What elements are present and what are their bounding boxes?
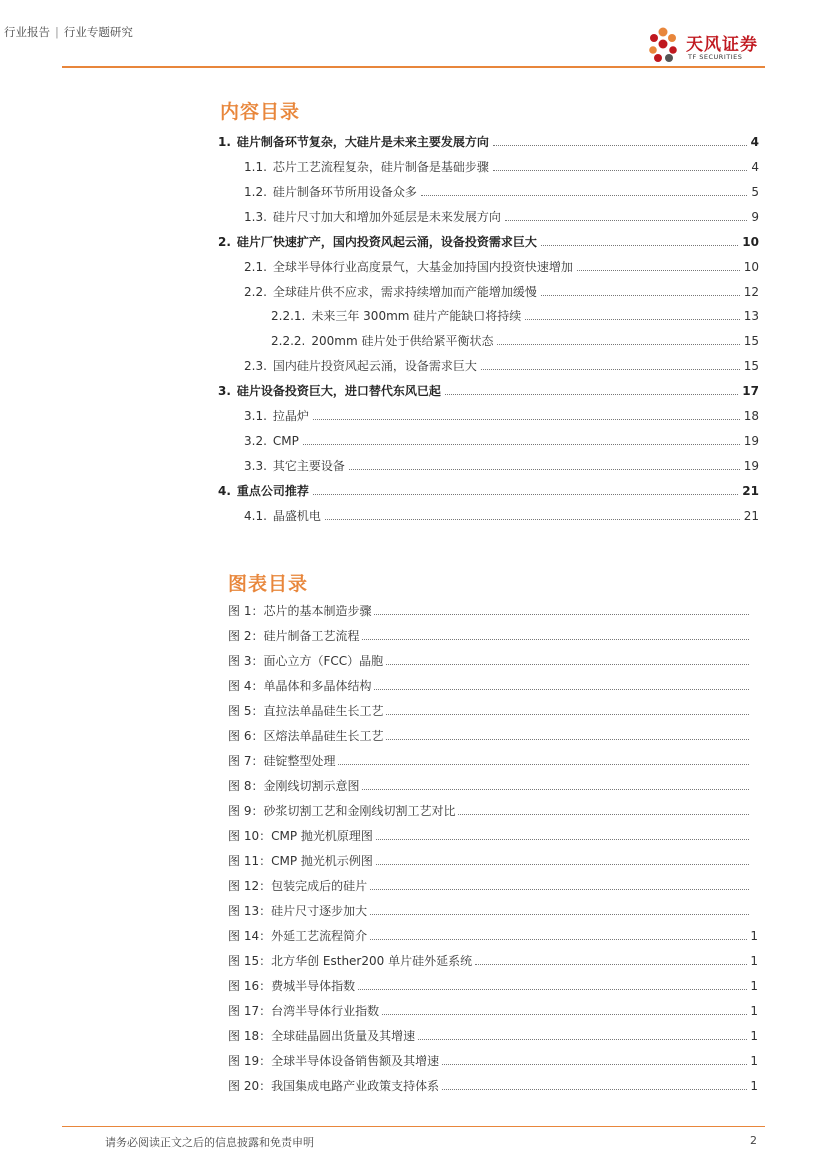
dot-leader bbox=[325, 519, 740, 520]
figure-entry-number: 图 19： bbox=[228, 1054, 272, 1068]
toc-entry-page: 12 bbox=[743, 285, 759, 299]
toc-entry-number: 2.2. bbox=[244, 285, 267, 299]
figure-entry[interactable] bbox=[228, 799, 758, 819]
toc-title: 内容目录 bbox=[220, 101, 301, 123]
figure-entry[interactable] bbox=[228, 1049, 758, 1069]
toc-entry-number: 2.1. bbox=[244, 260, 267, 274]
page-number: 2 bbox=[750, 1134, 757, 1147]
figure-entry[interactable] bbox=[228, 874, 758, 894]
toc-entry-number: 1. bbox=[218, 135, 231, 149]
dot-leader bbox=[442, 1064, 747, 1065]
figure-entry-text: 包装完成后的硅片 bbox=[271, 879, 368, 893]
toc-entry-text: 硅片尺寸加大和增加外延层是未来发展方向 bbox=[272, 210, 501, 224]
logo-chinese-name: 天风证券 bbox=[686, 35, 758, 55]
figure-entry[interactable] bbox=[228, 949, 758, 969]
figure-entry-number: 图 17： bbox=[228, 1004, 272, 1018]
dot-leader bbox=[497, 344, 739, 345]
figure-entry-text: 面心立方（FCC）晶胞 bbox=[263, 654, 384, 668]
footer-disclaimer: 请务必阅读正文之后的信息披露和免责申明 bbox=[105, 1136, 314, 1149]
toc-entry-page: 21 bbox=[743, 509, 759, 523]
toc-entry-number: 1.2. bbox=[244, 185, 267, 199]
figure-entry-page: 1 bbox=[750, 929, 758, 943]
figure-entry-number: 图 6： bbox=[228, 729, 264, 743]
dot-leader bbox=[475, 964, 747, 965]
toc-entry-number: 3. bbox=[218, 384, 231, 398]
dot-leader bbox=[313, 419, 740, 420]
toc-entry-page: 4 bbox=[750, 135, 759, 149]
toc-entry-page: 4 bbox=[751, 160, 759, 174]
figure-entry[interactable] bbox=[228, 699, 758, 719]
toc-entry-text: 硅片厂快速扩产，国内投资风起云涌，设备投资需求巨大 bbox=[236, 235, 537, 249]
dot-leader bbox=[445, 394, 738, 395]
toc-entry-number: 3.3. bbox=[244, 459, 267, 473]
figure-entry-text: 全球硅晶圆出货量及其增速 bbox=[271, 1029, 416, 1043]
dot-leader bbox=[370, 939, 747, 940]
toc-entry-page: 15 bbox=[743, 334, 759, 348]
figure-entry-number: 图 13： bbox=[228, 904, 272, 918]
figure-entry[interactable] bbox=[228, 1024, 758, 1044]
figure-entry[interactable] bbox=[228, 774, 758, 794]
dot-leader bbox=[376, 839, 749, 840]
dot-leader bbox=[349, 469, 740, 470]
figure-entry-text: 硅锭整型处理 bbox=[263, 754, 336, 768]
toc-entry-text: 硅片设备投资巨大，进口替代东风已起 bbox=[236, 384, 441, 398]
dot-leader bbox=[370, 889, 749, 890]
figure-entry-text: 硅片尺寸逐步加大 bbox=[271, 904, 368, 918]
toc-entry-page: 15 bbox=[743, 359, 759, 373]
toc-entry[interactable] bbox=[244, 253, 759, 275]
figure-entry-text: 费城半导体指数 bbox=[271, 979, 356, 993]
dot-leader bbox=[541, 295, 740, 296]
figure-entry-text: 我国集成电路产业政策支持体系 bbox=[271, 1079, 440, 1093]
toc-entry-text: 硅片制备环节所用设备众多 bbox=[272, 185, 417, 199]
toc-entry-number: 1.3. bbox=[244, 210, 267, 224]
toc-entry[interactable] bbox=[218, 377, 759, 399]
toc-entry-page: 13 bbox=[743, 309, 759, 323]
toc-entry[interactable] bbox=[244, 502, 759, 524]
toc-entry[interactable] bbox=[218, 477, 759, 499]
figure-entry-text: 外延工艺流程简介 bbox=[271, 929, 368, 943]
figures-title: 图表目录 bbox=[228, 573, 309, 595]
figure-entry-page: 1 bbox=[750, 954, 758, 968]
dot-leader bbox=[481, 369, 740, 370]
figure-entry-number: 图 11： bbox=[228, 854, 272, 868]
flower-logo-icon bbox=[646, 26, 682, 66]
figure-entry-number: 图 5： bbox=[228, 704, 264, 718]
toc-entry-number: 2. bbox=[218, 235, 231, 249]
toc-entry-text: 国内硅片投资风起云涌，设备需求巨大 bbox=[272, 359, 477, 373]
figure-entry[interactable] bbox=[228, 749, 758, 769]
figure-entry-text: 北方华创 Esther200 单片硅外延系统 bbox=[271, 954, 473, 968]
figure-entry-number: 图 16： bbox=[228, 979, 272, 993]
figure-entry-number: 图 12： bbox=[228, 879, 272, 893]
dot-leader bbox=[382, 1014, 747, 1015]
figure-entry-number: 图 8： bbox=[228, 779, 264, 793]
figure-entry-number: 图 2： bbox=[228, 629, 264, 643]
dot-leader bbox=[541, 245, 738, 246]
footer-divider bbox=[62, 1126, 765, 1127]
figure-entry-number: 图 4： bbox=[228, 679, 264, 693]
toc-entry-number: 4.1. bbox=[244, 509, 267, 523]
toc-entry-page: 17 bbox=[742, 384, 759, 398]
toc-entry-number: 2.2.2. bbox=[271, 334, 306, 348]
figure-entry-text: 金刚线切割示意图 bbox=[263, 779, 360, 793]
toc-entry-page: 10 bbox=[743, 260, 759, 274]
figure-entry[interactable] bbox=[228, 824, 758, 844]
figure-entry-number: 图 3： bbox=[228, 654, 264, 668]
figure-entry-text: 砂浆切割工艺和金刚线切割工艺对比 bbox=[263, 804, 456, 818]
figure-entry-text: CMP 抛光机示例图 bbox=[271, 854, 373, 868]
toc-entry-page: 19 bbox=[743, 459, 759, 473]
dot-leader bbox=[362, 639, 749, 640]
toc-entry-page: 21 bbox=[742, 484, 759, 498]
toc-entry[interactable] bbox=[244, 178, 759, 200]
figure-entry[interactable] bbox=[228, 674, 758, 694]
dot-leader bbox=[303, 444, 740, 445]
figure-entry[interactable] bbox=[228, 899, 758, 919]
toc-entry[interactable] bbox=[244, 452, 759, 474]
dot-leader bbox=[386, 739, 749, 740]
toc-entry-text: 200mm 硅片处于供给紧平衡状态 bbox=[311, 334, 494, 348]
toc-entry-text: 芯片工艺流程复杂，硅片制备是基础步骤 bbox=[272, 160, 489, 174]
figure-entry-page: 1 bbox=[750, 1029, 758, 1043]
dot-leader bbox=[493, 145, 747, 146]
toc-entry[interactable] bbox=[244, 427, 759, 449]
toc-entry[interactable] bbox=[218, 228, 759, 250]
header-subcategory: 行业专题研究 bbox=[63, 25, 133, 39]
dot-leader bbox=[493, 170, 747, 171]
toc-entry-page: 19 bbox=[743, 434, 759, 448]
toc-entry-text: 拉晶炉 bbox=[272, 409, 309, 423]
dot-leader bbox=[505, 220, 747, 221]
toc-entry[interactable] bbox=[271, 302, 759, 324]
toc-entry[interactable] bbox=[244, 278, 759, 300]
toc-entry-number: 4. bbox=[218, 484, 231, 498]
toc-entry-text: 全球硅片供不应求，需求持续增加而产能增加缓慢 bbox=[272, 285, 537, 299]
toc-entry-text: 全球半导体行业高度景气，大基金加持国内投资快速增加 bbox=[272, 260, 573, 274]
dot-leader bbox=[525, 319, 739, 320]
figure-entry-page: 1 bbox=[750, 1054, 758, 1068]
figure-entry-page: 1 bbox=[750, 1004, 758, 1018]
dot-leader bbox=[370, 914, 749, 915]
dot-leader bbox=[577, 270, 740, 271]
figure-entry-text: 硅片制备工艺流程 bbox=[263, 629, 360, 643]
header-divider bbox=[62, 66, 765, 68]
figure-entry[interactable] bbox=[228, 649, 758, 669]
header-separator: | bbox=[55, 25, 59, 39]
figure-entry-number: 图 7： bbox=[228, 754, 264, 768]
dot-leader bbox=[313, 494, 738, 495]
header-category: 行业报告 bbox=[4, 25, 50, 39]
figure-entry-text: 区熔法单晶硅生长工艺 bbox=[263, 729, 384, 743]
figure-entry-number: 图 15： bbox=[228, 954, 272, 968]
figure-entry[interactable] bbox=[228, 724, 758, 744]
dot-leader bbox=[386, 714, 749, 715]
figure-entry-number: 图 18： bbox=[228, 1029, 272, 1043]
dot-leader bbox=[338, 764, 749, 765]
toc-entry-page: 10 bbox=[742, 235, 759, 249]
figure-entry-text: 直拉法单晶硅生长工艺 bbox=[263, 704, 384, 718]
figure-entry[interactable] bbox=[228, 999, 758, 1019]
dot-leader bbox=[362, 789, 749, 790]
company-logo bbox=[646, 26, 766, 66]
figure-entry[interactable] bbox=[228, 849, 758, 869]
dot-leader bbox=[442, 1089, 747, 1090]
figure-entry[interactable] bbox=[228, 599, 758, 619]
toc-entry-text: 其它主要设备 bbox=[272, 459, 345, 473]
figure-entry-text: 芯片的基本制造步骤 bbox=[263, 604, 372, 618]
toc-entry-number: 2.2.1. bbox=[271, 309, 306, 323]
toc-entry-number: 3.2. bbox=[244, 434, 267, 448]
toc-entry-text: 硅片制备环节复杂，大硅片是未来主要发展方向 bbox=[236, 135, 489, 149]
dot-leader bbox=[358, 989, 747, 990]
figure-entry-text: 台湾半导体行业指数 bbox=[271, 1004, 380, 1018]
figure-entry-number: 图 10： bbox=[228, 829, 272, 843]
toc-entry-page: 9 bbox=[751, 210, 759, 224]
toc-entry[interactable] bbox=[244, 402, 759, 424]
logo-english-name: TF SECURITIES bbox=[688, 53, 743, 61]
figure-entry-number: 图 14： bbox=[228, 929, 272, 943]
toc-entry-number: 2.3. bbox=[244, 359, 267, 373]
dot-leader bbox=[376, 864, 749, 865]
toc-entry-number: 1.1. bbox=[244, 160, 267, 174]
figure-entry[interactable] bbox=[228, 624, 758, 644]
toc-entry-page: 18 bbox=[743, 409, 759, 423]
dot-leader bbox=[418, 1039, 747, 1040]
figure-entry-number: 图 1： bbox=[228, 604, 264, 618]
toc-entry-text: CMP bbox=[272, 434, 299, 448]
toc-entry[interactable] bbox=[218, 128, 759, 150]
header-breadcrumb bbox=[4, 24, 133, 40]
figure-entry[interactable] bbox=[228, 924, 758, 944]
toc-entry-text: 重点公司推荐 bbox=[236, 484, 309, 498]
figure-entry-page: 1 bbox=[750, 1079, 758, 1093]
figure-entry-page: 1 bbox=[750, 979, 758, 993]
figure-entry-text: 单晶体和多晶体结构 bbox=[263, 679, 372, 693]
toc-entry-number: 3.1. bbox=[244, 409, 267, 423]
dot-leader bbox=[386, 664, 749, 665]
dot-leader bbox=[374, 614, 749, 615]
toc-entry[interactable] bbox=[244, 153, 759, 175]
figure-entry-number: 图 9： bbox=[228, 804, 264, 818]
figure-entry-text: 全球半导体设备销售额及其增速 bbox=[271, 1054, 440, 1068]
figure-entry-number: 图 20： bbox=[228, 1079, 272, 1093]
dot-leader bbox=[458, 814, 749, 815]
figure-entry[interactable] bbox=[228, 1074, 758, 1094]
figure-entry-text: CMP 抛光机原理图 bbox=[271, 829, 373, 843]
toc-entry-page: 5 bbox=[751, 185, 759, 199]
dot-leader bbox=[421, 195, 747, 196]
toc-entry[interactable] bbox=[271, 327, 759, 349]
dot-leader bbox=[374, 689, 749, 690]
toc-entry[interactable] bbox=[244, 203, 759, 225]
toc-entry-text: 晶盛机电 bbox=[272, 509, 321, 523]
toc-entry[interactable] bbox=[244, 352, 759, 374]
toc-entry-text: 未来三年 300mm 硅片产能缺口将持续 bbox=[311, 309, 522, 323]
figure-entry[interactable] bbox=[228, 974, 758, 994]
